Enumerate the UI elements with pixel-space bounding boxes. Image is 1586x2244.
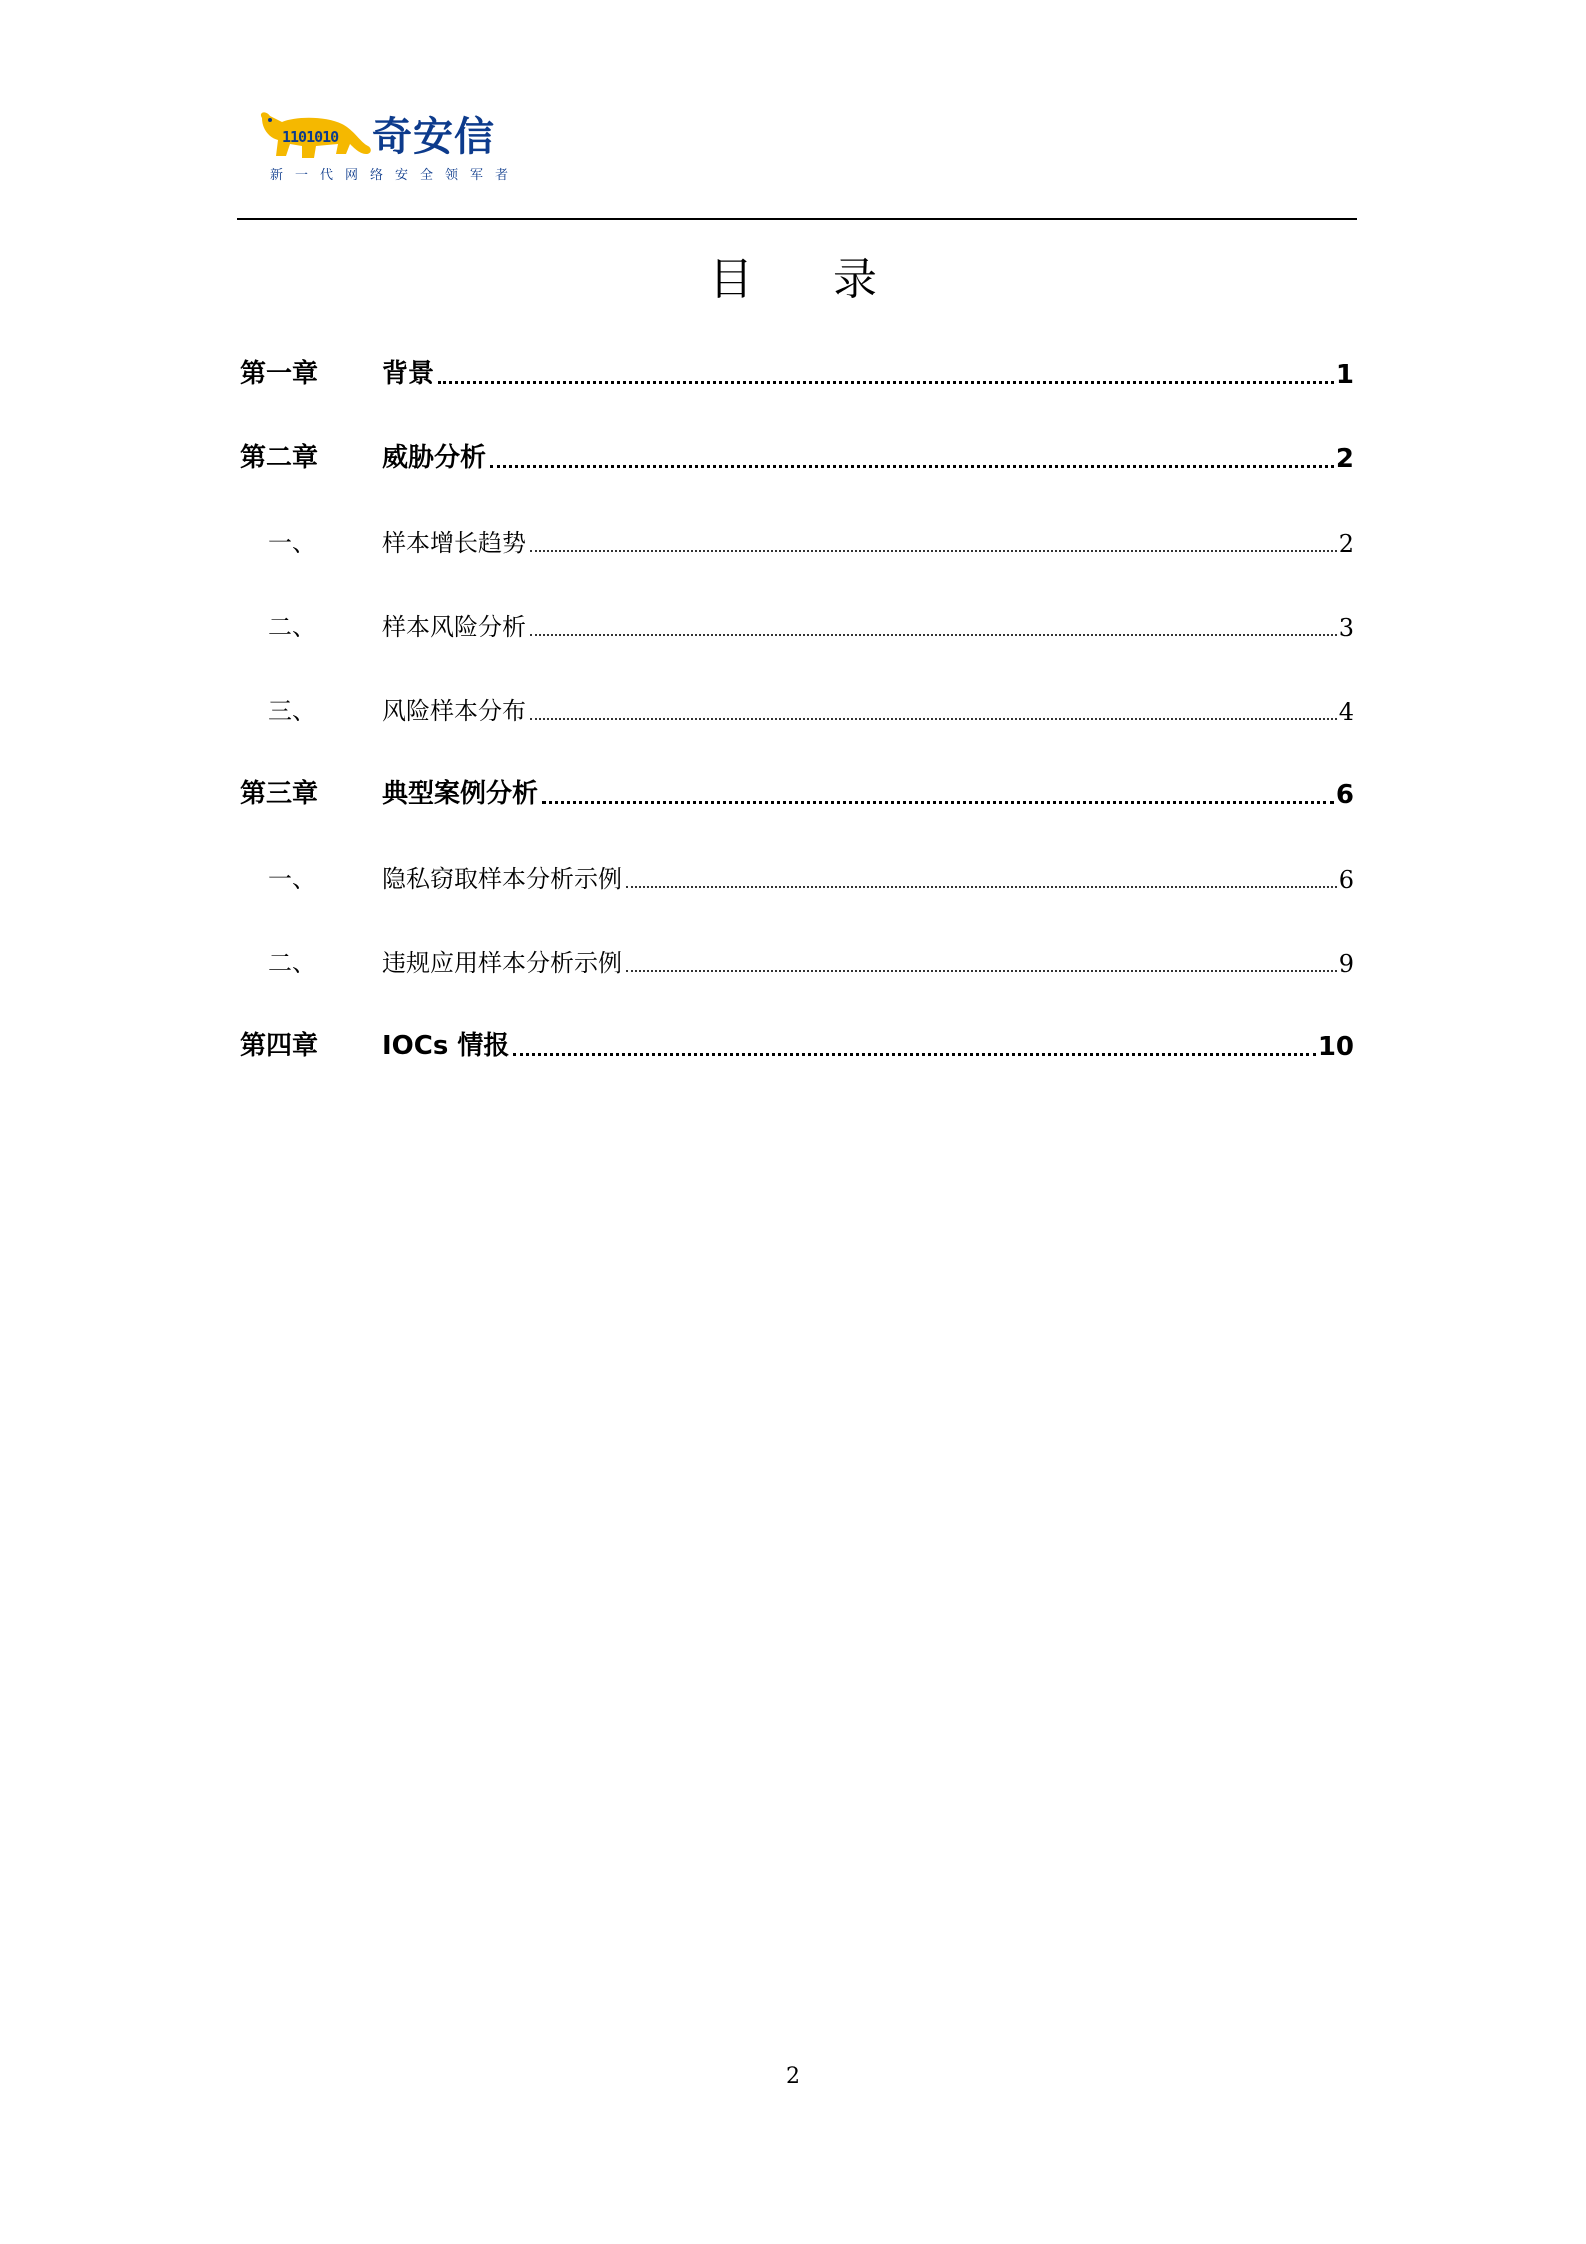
toc-entry-page: 2 xyxy=(1335,444,1354,474)
title-part-1: 目 xyxy=(709,254,753,305)
toc-entry-page: 4 xyxy=(1338,698,1354,726)
toc-entry-label: 风险样本分布 xyxy=(382,697,526,725)
toc-entry-page: 9 xyxy=(1338,950,1354,978)
toc-entry-number: 第一章 xyxy=(240,359,319,389)
toc-entry-label: 样本风险分析 xyxy=(382,613,526,641)
toc-dot-leader xyxy=(438,381,1334,384)
toc-entry-label: IOCs 情报 xyxy=(382,1031,510,1061)
toc-dot-leader xyxy=(626,886,1337,888)
toc-entry[interactable] xyxy=(240,770,1354,810)
toc-entry-label: 样本增长趋势 xyxy=(382,529,526,557)
toc-dot-leader xyxy=(626,970,1337,972)
toc-dot-leader xyxy=(530,718,1337,720)
toc-entry[interactable] xyxy=(240,1022,1354,1062)
toc-dot-leader xyxy=(490,465,1334,468)
company-name: 奇安信 xyxy=(372,114,495,160)
toc-entry[interactable] xyxy=(240,602,1354,642)
page-title xyxy=(0,248,1586,312)
toc-dot-leader xyxy=(530,550,1337,552)
toc-entry[interactable] xyxy=(240,938,1354,978)
company-tagline: 新一代网络安全领军者 xyxy=(270,168,521,183)
toc-entry-page: 10 xyxy=(1317,1032,1354,1062)
toc-entry-label: 违规应用样本分析示例 xyxy=(382,949,622,977)
toc-entry-page: 6 xyxy=(1335,780,1354,810)
toc-entry-number: 第四章 xyxy=(240,1031,319,1061)
toc-entry-number: 二、 xyxy=(268,613,316,641)
tiger-logo-icon xyxy=(256,108,374,166)
toc-entry-label: 典型案例分析 xyxy=(382,779,539,809)
toc-entry-label: 隐私窃取样本分析示例 xyxy=(382,865,622,893)
toc-entry-number: 二、 xyxy=(268,949,316,977)
toc-entry-page: 1 xyxy=(1335,360,1354,390)
toc-entry[interactable] xyxy=(240,350,1354,390)
toc-entry-page: 6 xyxy=(1338,866,1354,894)
company-logo xyxy=(256,108,521,188)
toc-entry-label: 威胁分析 xyxy=(382,443,487,473)
toc-dot-leader xyxy=(530,634,1337,636)
toc-entry-label: 背景 xyxy=(382,359,435,389)
toc-entry-number: 第三章 xyxy=(240,779,319,809)
toc-entry-number: 第二章 xyxy=(240,443,319,473)
title-part-2: 录 xyxy=(833,254,877,305)
toc-entry[interactable] xyxy=(240,854,1354,894)
toc-entry-page: 3 xyxy=(1338,614,1354,642)
toc-dot-leader xyxy=(542,801,1334,804)
toc-entry-page: 2 xyxy=(1338,530,1354,558)
toc-entry-number: 三、 xyxy=(268,697,316,725)
toc-entry[interactable] xyxy=(240,518,1354,558)
toc-entry[interactable] xyxy=(240,434,1354,474)
toc-dot-leader xyxy=(513,1053,1315,1056)
header-divider xyxy=(237,218,1357,220)
page-number: 2 xyxy=(786,2064,800,2089)
toc-entry-number: 一、 xyxy=(268,529,316,557)
toc-entry[interactable] xyxy=(240,686,1354,726)
logo-binary-text: 1101010 xyxy=(282,128,339,146)
toc-entry-number: 一、 xyxy=(268,865,316,893)
